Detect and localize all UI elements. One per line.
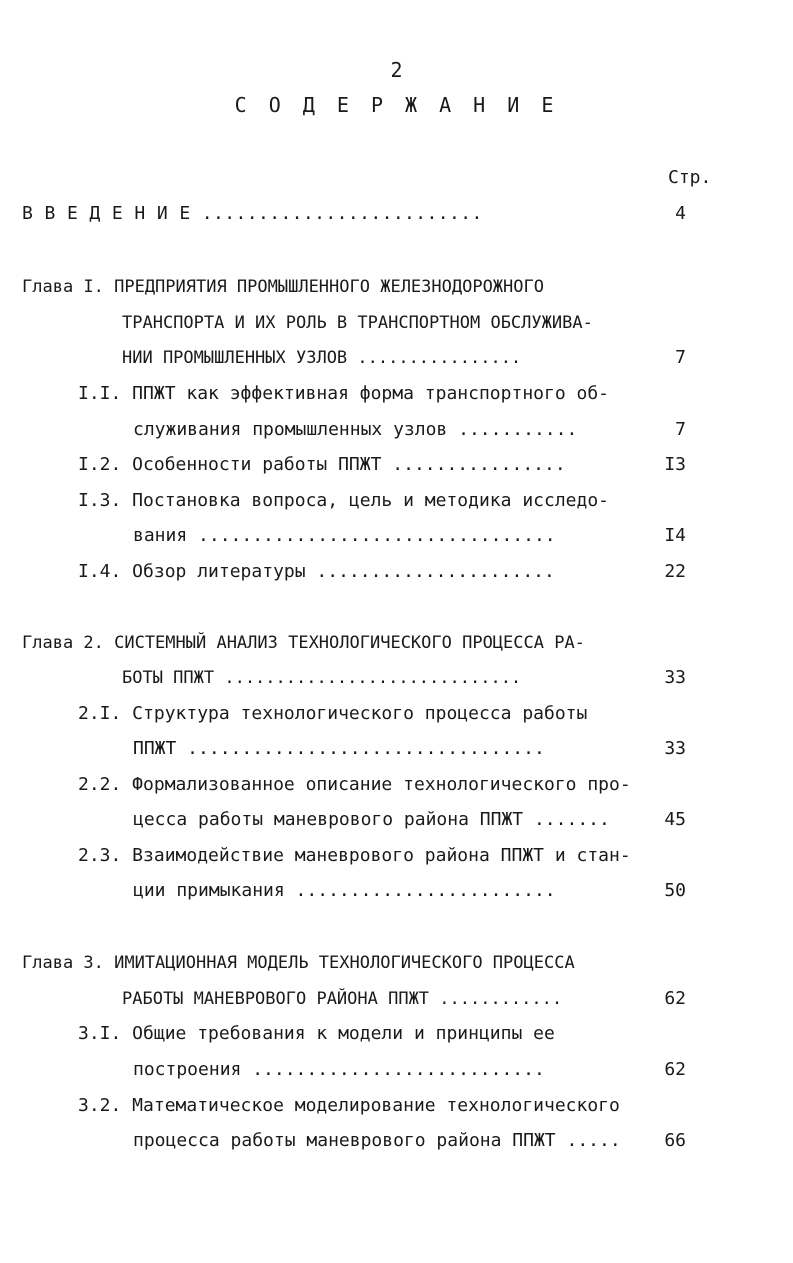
toc-page-number: 7: [675, 347, 686, 368]
toc-section-line: 3.2. Математическое моделирование технологического: [78, 1095, 620, 1116]
toc-chapter-line: НИИ ПРОМЫШЛЕННЫХ УЗЛОВ ................: [122, 348, 522, 368]
toc-page-number: 7: [675, 419, 686, 440]
toc-section-line: 2.3. Взаимодействие маневрового района ППЖТ и стан-: [78, 845, 631, 866]
toc-page-number: I3: [664, 454, 686, 475]
toc-page-number: 50: [664, 880, 686, 901]
toc-page-number: I4: [664, 525, 686, 546]
toc-page-number: 45: [664, 809, 686, 830]
toc-section-line: ППЖТ .................................: [133, 738, 545, 759]
toc-section-line: I.3. Постановка вопроса, цель и методика исследо-: [78, 490, 610, 511]
toc-section-line: 3.I. Общие требования к модели и принципы ее: [78, 1023, 555, 1044]
toc-page-number: 33: [664, 738, 686, 759]
toc-chapter-line: Глава I. ПРЕДПРИЯТИЯ ПРОМЫШЛЕННОГО ЖЕЛЕЗНОДОРОЖНОГО: [22, 277, 544, 297]
toc-section-line: ции примыкания ........................: [133, 880, 556, 901]
toc-chapter-line: Глава 3. ИМИТАЦИОННАЯ МОДЕЛЬ ТЕХНОЛОГИЧЕСКОГО ПРОЦЕССА: [22, 953, 575, 973]
toc-page-number: 4: [675, 203, 686, 224]
toc-section-line: вания .................................: [133, 525, 556, 546]
page-title: С О Д Е Р Ж А Н И Е: [234, 93, 559, 117]
toc-page-number: 62: [664, 988, 686, 1009]
toc-section-line: цесса работы маневрового района ППЖТ .......: [133, 809, 610, 830]
toc-page-number: 22: [664, 561, 686, 582]
toc-section-line: построения ...........................: [133, 1059, 545, 1080]
toc-chapter-line: ТРАНСПОРТА И ИХ РОЛЬ В ТРАНСПОРТНОМ ОБСЛУЖИВА-: [122, 313, 593, 333]
toc-section-line: процесса работы маневрового района ППЖТ .....: [133, 1130, 621, 1151]
toc-page-number: 33: [664, 667, 686, 688]
toc-section-line: I.4. Обзор литературы ......................: [78, 561, 555, 582]
toc-section-line: служивания промышленных узлов ...........: [133, 419, 578, 440]
toc-chapter-line: РАБОТЫ МАНЕВРОВОГО РАЙОНА ППЖТ ............: [122, 989, 563, 1009]
toc-page-number: 62: [664, 1059, 686, 1080]
page-number: 2: [390, 58, 403, 82]
toc-section-line: 2.I. Структура технологического процесса работы: [78, 703, 588, 724]
page-column-label: Стр.: [668, 167, 712, 188]
toc-section-line: I.I. ППЖТ как эффективная форма транспортного об-: [78, 383, 610, 404]
toc-entry-line: В В Е Д Е Н И Е .........................: [22, 203, 483, 224]
toc-chapter-line: Глава 2. СИСТЕМНЫЙ АНАЛИЗ ТЕХНОЛОГИЧЕСКОГО ПРОЦЕССА РА-: [22, 633, 585, 653]
toc-section-line: 2.2. Формализованное описание технологического про-: [78, 774, 631, 795]
toc-chapter-line: БОТЫ ППЖТ .............................: [122, 668, 522, 688]
toc-page-number: 66: [664, 1130, 686, 1151]
toc-section-line: I.2. Особенности работы ППЖТ ................: [78, 454, 566, 475]
